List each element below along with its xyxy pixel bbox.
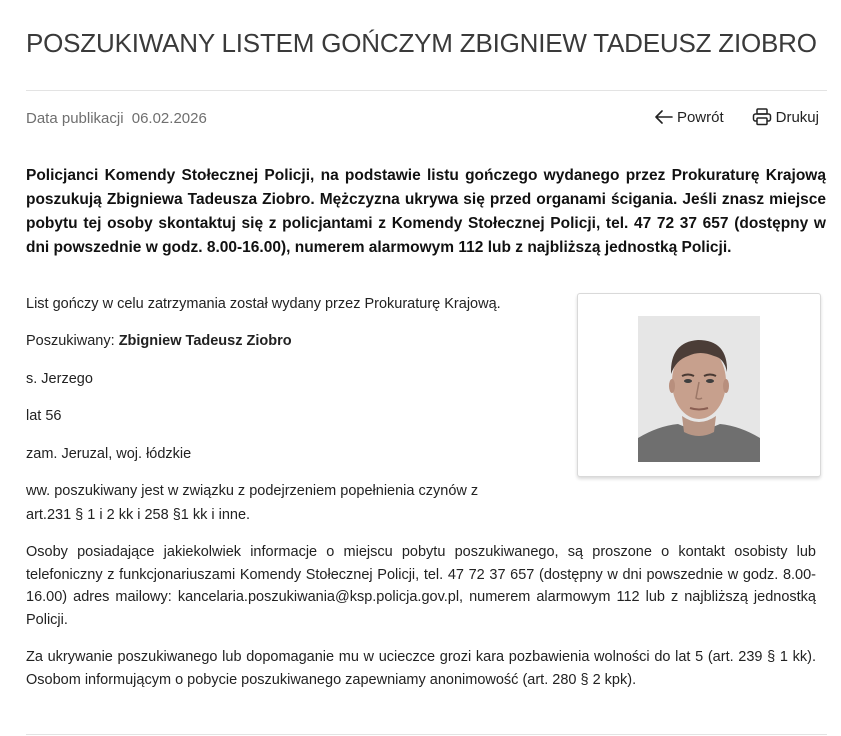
- wanted-person-photo[interactable]: [638, 316, 760, 462]
- wanted-line: [26, 333, 292, 349]
- arrow-left-icon: [655, 110, 673, 124]
- page-title: POSZUKIWANY LISTEM GOŃCZYM ZBIGNIEW TADEUSZ ZIOBRO: [26, 28, 817, 58]
- back-link[interactable]: [655, 108, 724, 126]
- divider-bottom: [26, 734, 827, 735]
- article-lead: Policjanci Komendy Stołecznej Policji, na podstawie listu gończego wydanego przez Prokuraturę Krajową poszukują Zbigniewa Tadeusza Ziobro. Mężczyzna ukrywa się przed organami ścigania. Jeśli znasz miejsce pobytu tej osoby skontaktuj się z policjantami z Komendy Stołecznej Policji, tel. 47 72 37 657 (dostępny w dni powszednie w godz. 8.00-16.00), numerem alarmowym 112 lub z najbliższą jednostką Policji.: [26, 167, 826, 256]
- wanted-name: Zbigniew Tadeusz Ziobro: [118, 333, 292, 349]
- charges-line-1: ww. poszukiwany jest w związku z podejrzeniem popełnienia czynów z: [26, 483, 479, 499]
- divider-top: [26, 90, 827, 91]
- printer-icon: [752, 108, 772, 126]
- address: zam. Jeruzal, woj. łódzkie: [26, 446, 192, 462]
- print-label: Drukuj: [775, 108, 819, 126]
- article-actions: [655, 108, 819, 126]
- penalty-paragraph: Za ukrywanie poszukiwanego lub dopomaganie mu w ucieczce grozi kara pozbawienia wolności do lat 5 (art. 239 § 1 kk). Osobom informującym o pobycie poszukiwanego zapewniamy anonimowość (art. 280 § 2 kpk).: [26, 649, 816, 688]
- published-label: Data publikacji: [26, 110, 124, 127]
- print-link[interactable]: [752, 108, 819, 126]
- published-date: 06.02.2026: [131, 110, 207, 127]
- charges-line-2: art.231 § 1 i 2 kk i 258 §1 kk i inne.: [26, 507, 251, 523]
- back-label: Powrót: [676, 108, 724, 126]
- father-name: s. Jerzego: [26, 371, 93, 387]
- wanted-label: Poszukiwany:: [26, 333, 115, 349]
- age: lat 56: [26, 408, 62, 424]
- warrant-text: List gończy w celu zatrzymania został wydany przez Prokuraturę Krajową.: [26, 296, 501, 312]
- contact-paragraph: Osoby posiadające jakiekolwiek informacje o miejscu pobytu poszukiwanego, są proszone o kontakt osobisty lub telefoniczny z funkcjonariuszami Komendy Stołecznej Policji, tel. 47 72 37 657 (dostępny w dni powszednie w godz. 8.00-16.00) adres mailowy: kancelaria.poszukiwania@ksp.policja.gov.pl, numerem alarmowym 112 lub z najbliższą jednostką Policji.: [26, 544, 816, 628]
- publication-meta: [26, 110, 207, 127]
- photo-card: [577, 293, 821, 477]
